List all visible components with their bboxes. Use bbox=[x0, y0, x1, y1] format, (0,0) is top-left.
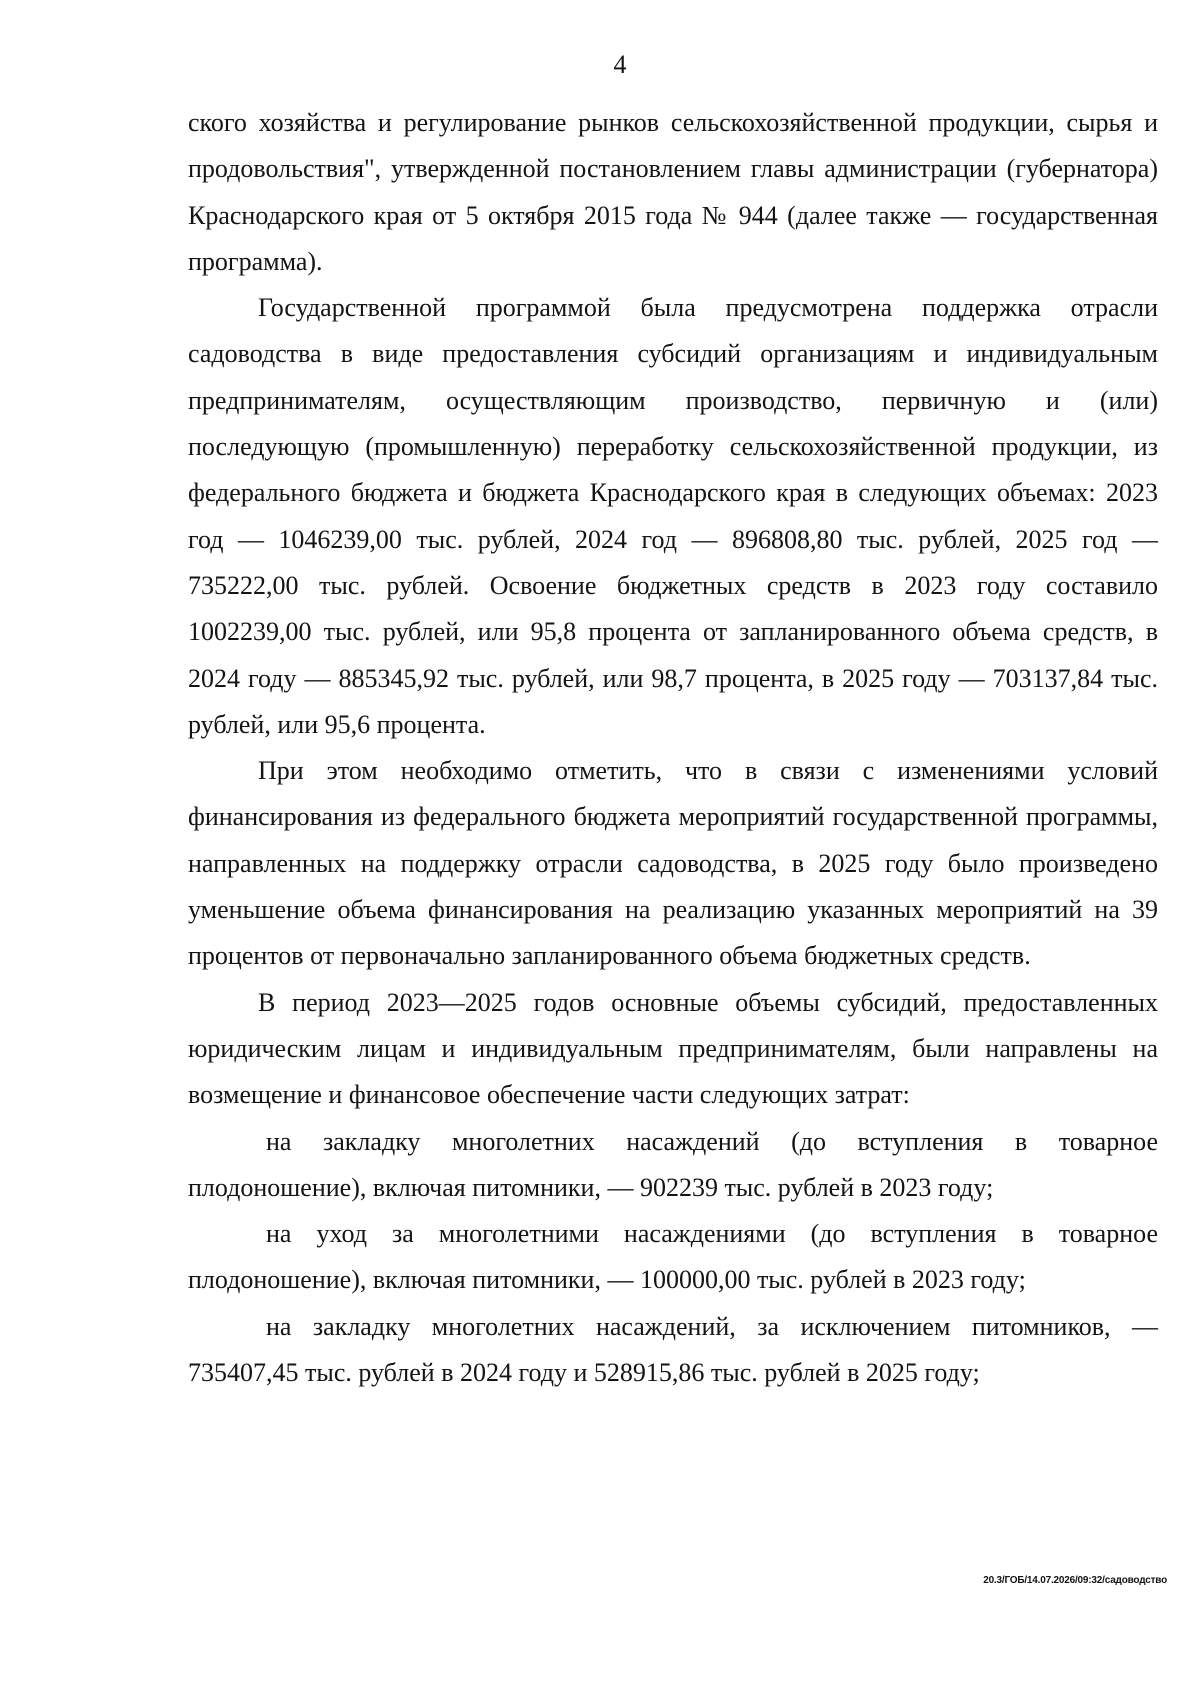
paragraph-program-support: Государственной программой была предусмотрена поддержка отрасли садоводства в виде предоставления субсидий организациям и индивидуальным предпринимателям, осуществляющим производство, первичную и (или) последующую (промышленную) переработку сельскохозяйственной продукции, из федерального бюджета и бюджета Краснодарского края в следующих объемах: 2023 год — 1046239,00 тыс. рублей, 2024 год — 896808,80 тыс. рублей, 2025 год — 735222,00 тыс. рублей. Освоение бюджетных средств в 2023 году составило 1002239,00 тыс. рублей, или 95,8 процента от запланированного объема средств, в 2024 году — 885345,92 тыс. рублей, или 98,7 процента, в 2025 году — 703137,84 тыс. рублей, или 95,6 процента. bbox=[188, 293, 1158, 739]
document-footer-code: 20.3/ГОБ/14.07.2026/09:32/садоводство bbox=[983, 1575, 1167, 1586]
list-item: на уход за многолетними насаждениями (до вступления в товарное плодоношение), включая питомники, — 100000,00 тыс. рублей в 2023 году; bbox=[188, 1219, 1158, 1295]
paragraph-subsidy-directions: В период 2023—2025 годов основные объемы субсидий, предоставленных юридическим лицам и индивидуальным предпринимателям, были направлены на возмещение и финансовое обеспечение части следующих затрат: bbox=[188, 987, 1158, 1110]
paragraph-continuation: ского хозяйства и регулирование рынков сельскохозяйственной продукции, сырья и продовольствия", утвержденной постановлением главы администрации (губернатора) Краснодарского края от 5 октября 2015 года № 944 (далее также — государственная программа). bbox=[188, 108, 1158, 276]
document-body bbox=[188, 100, 1158, 1396]
list-item: на закладку многолетних насаждений, за исключением питомников, — 735407,45 тыс. рублей в 2024 году и 528915,86 тыс. рублей в 2025 году; bbox=[188, 1311, 1158, 1388]
page-number: 4 bbox=[613, 50, 627, 79]
list-item: на закладку многолетних насаждений (до вступления в товарное плодоношение), включая питомники, — 902239 тыс. рублей в 2023 году; bbox=[188, 1126, 1158, 1202]
paragraph-funding-reduction: При этом необходимо отметить, что в связи с изменениями условий финансирования из федерального бюджета мероприятий государственной программы, направленных на поддержку отрасли садоводства, в 2025 году было произведено уменьшение объема финансирования на реализацию указанных мероприятий на 39 процентов от первоначально запланированного объема бюджетных средств. bbox=[188, 756, 1158, 971]
